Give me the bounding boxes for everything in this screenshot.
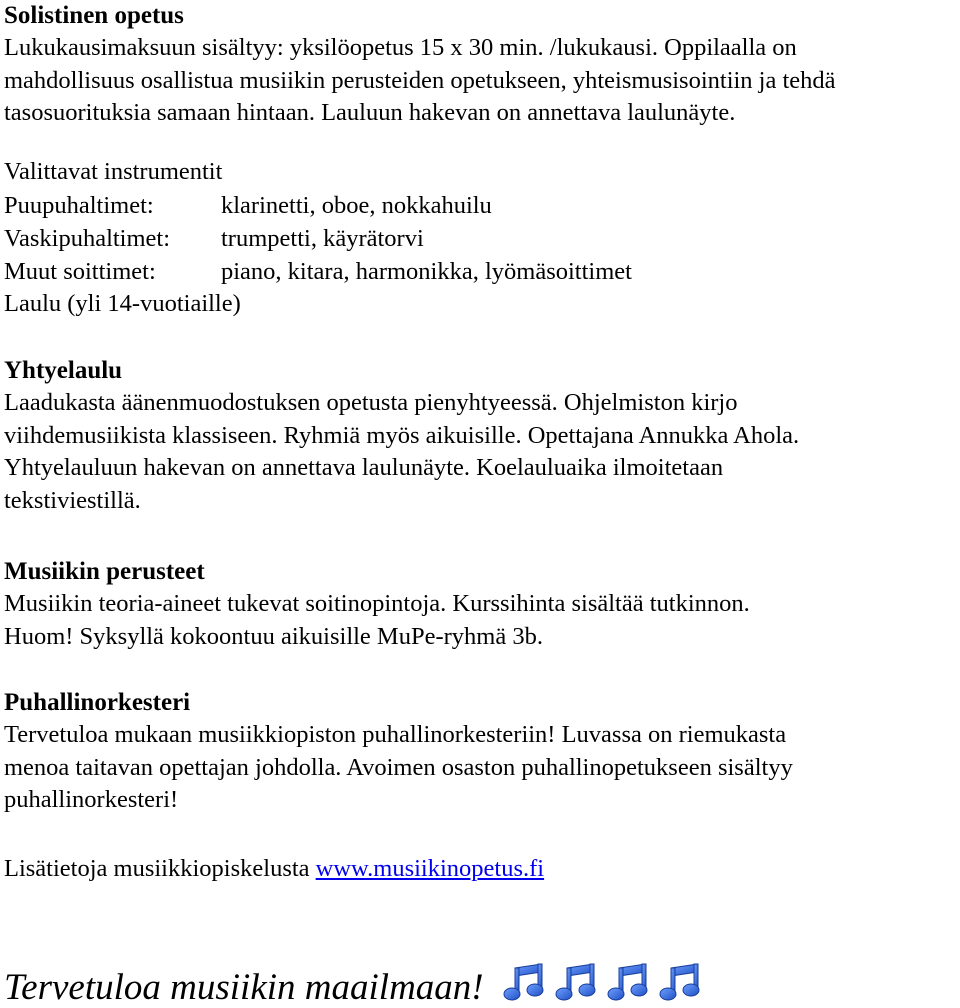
paragraph-line: Huom! Syksyllä kokoontuu aikuisille MuPe-ryhmä 3b. — [4, 622, 543, 650]
section-heading: Yhtyelaulu — [4, 357, 123, 384]
instrument-row — [4, 222, 954, 255]
paragraph-line: Musiikin teoria-aineet tukevat soitinopintoja. Kurssihinta sisältää tutkinnon. — [4, 590, 750, 617]
section-puhallinorkesteri — [4, 687, 954, 817]
paragraph-line: Tervetuloa mukaan musiikkiopiston puhallinorkesteriin! Luvassa on riemukasta — [4, 721, 787, 748]
music-notes-group — [502, 962, 706, 1002]
footer — [4, 962, 954, 1008]
paragraph-line: Laadukasta äänenmuodostuksen opetusta pienyhtyeessä. Ohjelmiston kirjo — [4, 389, 738, 416]
instrument-category: Puupuhaltimet: — [4, 191, 154, 219]
paragraph-line: menoa taitavan opettajan johdolla. Avoimen osaston puhallinopetukseen sisältyy — [4, 753, 793, 781]
paragraph-line: mahdollisuus osallistua musiikin perusteiden opetukseen, yhteismusisointiin ja tehdä — [4, 66, 836, 94]
music-note-icon — [554, 962, 602, 1002]
section-heading: Puhallinorkesteri — [4, 689, 191, 716]
section-perusteet — [4, 556, 954, 653]
paragraph-line: tekstiviestillä. — [4, 486, 141, 514]
laulu-line: Laulu (yli 14-vuotiaille) — [4, 289, 241, 317]
music-note-icon — [658, 962, 706, 1002]
section-heading: Solistinen opetus — [4, 2, 184, 29]
instrument-row — [4, 189, 954, 222]
instrument-row — [4, 255, 954, 288]
paragraph-line: Yhtyelauluun hakevan on annettava laulunäyte. Koelauluaika ilmoitetaan — [4, 454, 724, 481]
instrument-list: trumpetti, käyrätorvi — [221, 224, 424, 252]
music-note-icon — [606, 962, 654, 1002]
paragraph-line: Lukukausimaksuun sisältyy: yksilöopetus 15 x 30 min. /lukukausi. Oppilaalla on — [4, 34, 797, 61]
music-note-icon — [502, 962, 550, 1002]
section-info — [4, 853, 954, 886]
section-instruments — [4, 156, 954, 320]
section-yhtyelaulu — [4, 355, 954, 517]
paragraph-line: viihdemusiikista klassiseen. Ryhmiä myös aikuisille. Opettajana Annukka Ahola. — [4, 421, 800, 449]
instruments-title: Valittavat instrumentit — [4, 158, 223, 185]
section-heading: Musiikin perusteet — [4, 558, 205, 585]
info-line — [4, 853, 954, 886]
welcome-text: Tervetuloa musiikin maailmaan! — [4, 967, 484, 1008]
instrument-category: Muut soittimet: — [4, 257, 156, 285]
instrument-category: Vaskipuhaltimet: — [4, 224, 171, 252]
instrument-list: klarinetti, oboe, nokkahuilu — [221, 191, 492, 219]
paragraph-line: puhallinorkesteri! — [4, 786, 179, 813]
section-solistinen — [4, 0, 836, 130]
instrument-list: piano, kitara, harmonikka, lyömäsoittimet — [221, 257, 632, 285]
paragraph-line: tasosuorituksia samaan hintaan. Lauluun hakevan on annettava laulunäyte. — [4, 99, 736, 126]
info-text: Lisätietoja musiikkiopiskelusta — [4, 855, 316, 882]
website-link[interactable]: www.musiikinopetus.fi — [315, 855, 545, 882]
